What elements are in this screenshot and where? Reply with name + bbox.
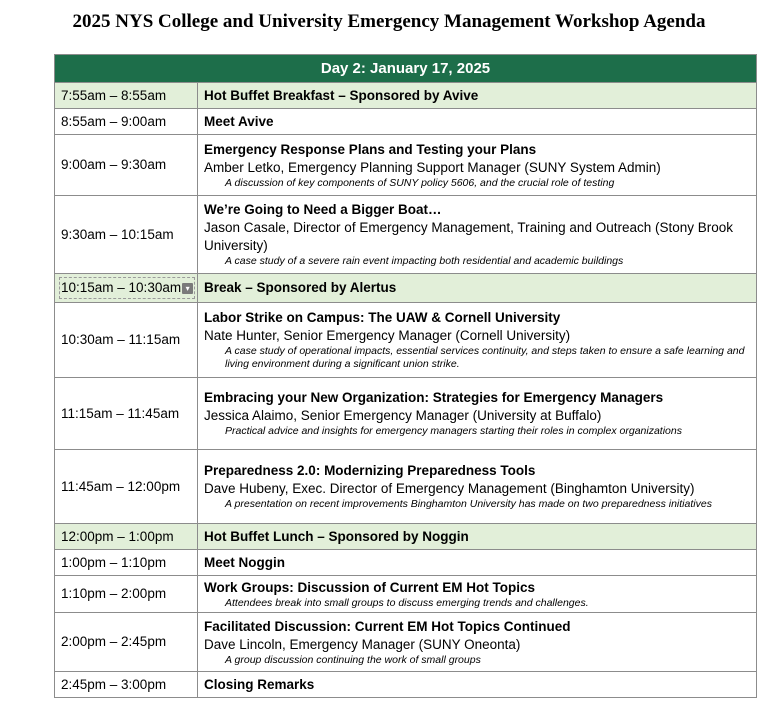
session-title: Hot Buffet Breakfast – Sponsored by Avive	[204, 87, 479, 103]
session-description: Attendees break into small groups to discuss emerging trends and challenges.	[225, 596, 589, 609]
session-title: Break – Sponsored by Alertus	[204, 280, 397, 295]
session-time: 2:45pm – 3:00pm	[61, 676, 167, 692]
agenda-table	[54, 54, 757, 698]
agenda-row	[55, 109, 757, 135]
agenda-row	[55, 274, 757, 303]
session-title: Emergency Response Plans and Testing your Plans	[204, 141, 537, 157]
session-time-selected[interactable]	[61, 279, 193, 297]
session-title: Meet Noggin	[204, 554, 285, 570]
session-speaker: Dave Hubeny, Exec. Director of Emergency Management (Binghamton University)	[204, 481, 695, 496]
session-time: 11:15am – 11:45am	[61, 405, 180, 421]
session-description: Practical advice and insights for emergency managers starting their roles in complex organizations	[225, 425, 682, 437]
document-title: 2025 NYS College and University Emergency Management Workshop Agenda	[72, 11, 706, 32]
session-title: Preparedness 2.0: Modernizing Preparedness Tools	[204, 463, 536, 478]
session-speaker: Nate Hunter, Senior Emergency Manager (Cornell University)	[204, 328, 571, 343]
agenda-row	[55, 378, 757, 450]
session-title: Embracing your New Organization: Strategies for Emergency Managers	[204, 390, 664, 405]
agenda-row	[55, 550, 757, 576]
session-speaker: Dave Lincoln, Emergency Manager (SUNY Oneonta)	[204, 636, 521, 652]
session-title: Work Groups: Discussion of Current EM Hot Topics	[204, 579, 536, 595]
agenda-row	[55, 672, 757, 698]
session-title: Labor Strike on Campus: The UAW & Cornell University	[204, 310, 561, 325]
session-time: 1:00pm – 1:10pm	[61, 554, 167, 570]
agenda-row	[55, 450, 757, 524]
session-description: A case study of operational impacts, essential services continuity, and steps taken to ensure a safe learning and living environment during a significant union strike.	[225, 345, 745, 370]
session-time: 1:10pm – 2:00pm	[61, 586, 167, 601]
agenda-row	[55, 576, 757, 613]
session-title: Facilitated Discussion: Current EM Hot Topics Continued	[204, 618, 571, 634]
session-time: 8:55am – 9:00am	[61, 113, 167, 129]
session-speaker: Jessica Alaimo, Senior Emergency Manager (University at Buffalo)	[204, 408, 602, 423]
session-time: 11:45am – 12:00pm	[61, 478, 181, 494]
table-move-handle-icon[interactable]: ▾	[182, 283, 193, 294]
agenda-row	[55, 613, 757, 672]
agenda-row	[55, 135, 757, 196]
session-description: A discussion of key components of SUNY policy 5606, and the crucial role of testing	[225, 176, 615, 189]
agenda-row	[55, 303, 757, 378]
session-time: 10:30am – 11:15am	[61, 332, 181, 347]
session-time: 9:30am – 10:15am	[61, 226, 174, 242]
session-speaker: Amber Letko, Emergency Planning Support Manager (SUNY System Admin)	[204, 159, 661, 175]
session-time: 7:55am – 8:55am	[61, 87, 167, 103]
session-description: A case study of a severe rain event impacting both residential and academic buildings	[225, 255, 624, 267]
session-title: Hot Buffet Lunch – Sponsored by Noggin	[204, 528, 469, 544]
session-time: 10:15am – 10:30am	[61, 280, 182, 295]
session-title: Meet Avive	[204, 113, 274, 129]
session-time: 2:00pm – 2:45pm	[61, 634, 167, 649]
day-header: Day 2: January 17, 2025	[55, 55, 757, 83]
agenda-row	[55, 83, 757, 109]
session-time: 12:00pm – 1:00pm	[61, 528, 174, 544]
agenda-row	[55, 524, 757, 550]
agenda-row	[55, 196, 757, 274]
session-speaker: Jason Casale, Director of Emergency Management, Training and Outreach (Stony Brook University)	[204, 220, 734, 253]
session-time: 9:00am – 9:30am	[61, 157, 167, 172]
session-title: Closing Remarks	[204, 676, 315, 692]
day-header-row	[55, 55, 757, 83]
session-description: A presentation on recent improvements Binghamton University has made on two preparedness initiatives	[225, 498, 712, 510]
session-title: We’re Going to Need a Bigger Boat…	[204, 202, 442, 217]
session-description: A group discussion continuing the work of small groups	[225, 653, 481, 666]
